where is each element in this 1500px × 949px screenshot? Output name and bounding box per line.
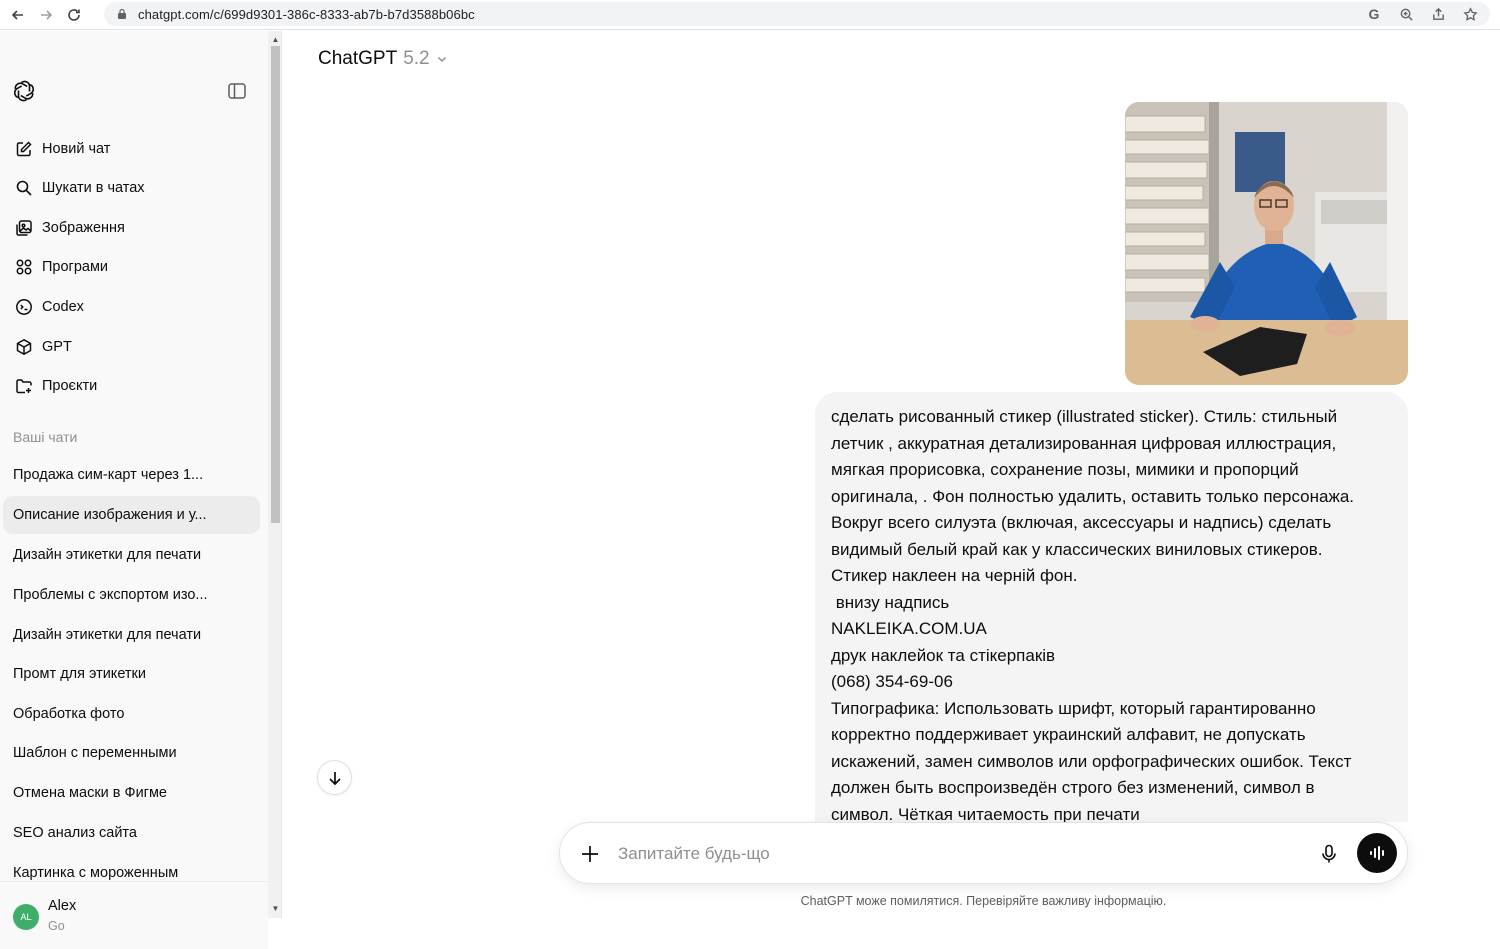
chat-history-item[interactable]: Обработка фото: [13, 706, 125, 722]
disclaimer-text: ChatGPT може помилятися. Перевіряйте важливу інформацію.: [800, 894, 1167, 908]
gpt-button[interactable]: [4, 329, 260, 365]
chevron-down-icon: [436, 53, 448, 65]
search-chats-label: Шукати в чатах: [42, 180, 145, 196]
chat-history-item[interactable]: Картинка с мороженным: [13, 865, 179, 881]
message-line: (068) 354-69-06: [831, 672, 953, 691]
message-line: Типографика: Использовать шрифт, который гарантированно: [831, 698, 1316, 718]
arrow-down-icon: [326, 769, 344, 787]
chat-history-item[interactable]: Дизайн этикетки для печати: [13, 547, 202, 563]
new-chat-label: Новий чат: [42, 141, 111, 157]
scroll-to-bottom-button[interactable]: [317, 760, 352, 795]
codex-label: Codex: [42, 299, 84, 315]
model-selector[interactable]: [318, 48, 448, 70]
back-icon[interactable]: [4, 2, 32, 28]
codex-icon: [14, 297, 34, 317]
search-icon: [14, 178, 34, 198]
message-line: оригинала, . Фон полностью удалить, оставить только персонажа.: [831, 486, 1354, 506]
gpt-label: GPT: [42, 339, 72, 355]
new-chat-button[interactable]: [4, 131, 260, 167]
images-label: Зображення: [42, 220, 125, 236]
url-text[interactable]: chatgpt.com/c/699d9301-386c-8333-ab7b-b7d3588b06bc: [138, 6, 475, 22]
google-icon[interactable]: G: [1368, 6, 1380, 22]
message-line: символ. Чёткая читаемость при печати: [831, 804, 1140, 822]
chat-history-item[interactable]: Отмена маски в Фигме: [13, 785, 167, 801]
attached-photo-image: [1125, 102, 1408, 385]
voice-mode-button[interactable]: [1357, 833, 1397, 873]
images-icon: [14, 218, 34, 238]
scroll-down-arrow-icon[interactable]: ▼: [271, 904, 280, 913]
user-message-bubble: [815, 392, 1408, 822]
chat-history-item[interactable]: SEO анализ сайта: [13, 825, 137, 841]
message-line: NAKLEIKA.COM.UA: [831, 619, 987, 638]
chat-history-item[interactable]: Дизайн этикетки для печати: [13, 627, 202, 643]
message-line: видимый белый край как у классических виниловых стикеров.: [831, 539, 1323, 559]
sidebar-toggle-icon[interactable]: [227, 82, 247, 100]
codex-button[interactable]: [4, 289, 260, 325]
share-icon[interactable]: [1428, 4, 1448, 24]
user-profile[interactable]: [0, 881, 268, 949]
message-line: искажений, замен символов или орфографических ошибок. Текст: [831, 751, 1352, 771]
forward-icon[interactable]: [32, 2, 60, 28]
lock-icon: [116, 8, 128, 20]
apps-label: Програми: [42, 259, 109, 275]
projects-button[interactable]: [4, 368, 260, 404]
attached-photo[interactable]: [1125, 102, 1408, 385]
user-name: Alex: [48, 898, 77, 914]
images-button[interactable]: [4, 210, 260, 246]
model-name: ChatGPT: [318, 48, 398, 69]
message-line: летчик , аккуратная детализированная цифровая иллюстрация,: [831, 433, 1337, 453]
message-line: корректно поддерживает украинский алфавит, не допускать: [831, 725, 1306, 744]
projects-label: Проєкти: [42, 378, 98, 394]
model-version: 5.2: [403, 48, 430, 69]
message-line: должен быть воспроизведён строго без изменений, символ в: [831, 778, 1315, 797]
bookmark-star-icon[interactable]: [1460, 4, 1480, 24]
chat-history-item[interactable]: Шаблон с переменными: [13, 745, 177, 761]
chat-history-item[interactable]: Промт для этикетки: [13, 666, 146, 682]
zoom-icon[interactable]: [1396, 4, 1416, 24]
message-line: Вокруг всего силуэта (включая, аксессуары и надпись) сделать: [831, 513, 1332, 532]
message-line: сделать рисованный стикер (illustrated sticker). Стиль: стильный: [831, 407, 1338, 426]
composer: [559, 822, 1408, 884]
voice-waveform-icon: [1367, 843, 1387, 863]
avatar: AL: [13, 904, 39, 930]
browser-toolbar: [0, 0, 1500, 30]
message-line: Стикер наклеен на черній фон.: [831, 566, 1078, 585]
openai-logo-icon[interactable]: [12, 79, 36, 103]
address-bar[interactable]: [104, 2, 1490, 26]
sidebar: [0, 31, 268, 933]
chat-history-item-active[interactable]: Описание изображения и у...: [3, 496, 260, 534]
user-plan: Go: [48, 919, 65, 933]
reload-icon[interactable]: [60, 2, 88, 28]
scroll-up-arrow-icon[interactable]: ▲: [271, 35, 280, 44]
apps-icon: [14, 257, 34, 277]
projects-folder-icon: [14, 376, 34, 396]
gpt-cube-icon: [14, 337, 34, 357]
apps-button[interactable]: [4, 249, 260, 285]
chat-history-item[interactable]: Продажа сим-карт через 1...: [13, 467, 204, 483]
new-chat-icon: [14, 139, 34, 159]
message-line: друк наклейок та стікерпаків: [831, 645, 1056, 665]
sidebar-scroll-thumb[interactable]: [271, 46, 280, 523]
microphone-icon[interactable]: [1318, 843, 1340, 865]
message-line: внизу надпись: [831, 592, 950, 612]
your-chats-heading: Ваші чати: [13, 429, 78, 445]
plus-icon[interactable]: [578, 842, 602, 866]
prompt-input[interactable]: [618, 842, 1308, 866]
chat-history-item[interactable]: Проблемы с экспортом изо...: [13, 587, 208, 603]
message-line: мягкая прорисовка, сохранение позы, мимики и пропорций: [831, 460, 1299, 479]
search-chats-button[interactable]: [4, 170, 260, 206]
